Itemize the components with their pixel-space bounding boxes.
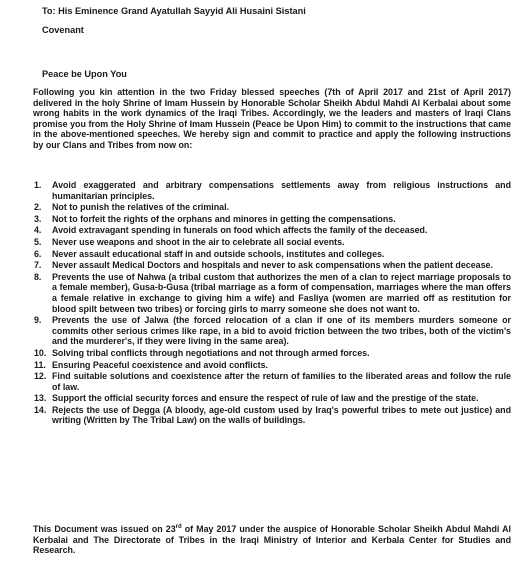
item-number: 11. bbox=[34, 359, 46, 370]
instruction-item bbox=[33, 371, 511, 392]
item-text: Solving tribal conflicts through negotiations and not through armed forces. bbox=[52, 347, 370, 358]
instruction-item bbox=[33, 272, 511, 314]
issuance-paragraph bbox=[33, 524, 511, 556]
item-number: 6. bbox=[34, 248, 42, 259]
addressee-line: To: His Eminence Grand Ayatullah Sayyid Ali Husaini Sistani bbox=[42, 6, 306, 16]
instruction-item bbox=[33, 237, 511, 248]
item-number: 12. bbox=[34, 371, 47, 382]
issuance-text-start: This Document was issued on 23 bbox=[33, 524, 176, 534]
item-text: Support the official security forces and ensure the respect of rule of law and the prestige of the state. bbox=[52, 393, 479, 404]
intro-paragraph: Following you kin attention in the two Friday blessed speeches (7th of April 2017 and 21st of April 2017) delivered in the holy Shrine of Imam Hussein by Honorable Scholar Sheikh Abdul Mahdi Al Kerbalai about some wrong habits in the work dynamics of the Iraqi Tribes. Accordingly, we the leaders and masters of Iraqi Clans promise you from the Holy Shrine of Imam Hussein (Peace be Upon Him) to commit to the instructions that came in the above-mentioned speeches. We hereby sign and commit to practice and apply the following instructions by our Clans and Tribes from now on: bbox=[33, 87, 511, 150]
item-text: Prevents the use of Nahwa (a tribal custom that authorizes the men of a clan to reject marriage proposals to a female member), Gusa-b-Gusa (tribal marriage as a form of compensation, marriages where the man offers a female relative in exchange to giving him a wife) and Fasliya (women are married off as restitution for blood spilt between two tribes) or forcing girls to marry someone she does not want to. bbox=[52, 271, 511, 314]
instruction-item bbox=[33, 260, 511, 271]
item-number: 10. bbox=[34, 347, 47, 358]
issuance-text-end: of May 2017 under the auspice of Honorable Scholar Sheikh Abdul Mahdi Al Kerbalai and The Directorate of Tribes in the Iraqi Ministry of Interior and Kerbala Center for Studies and Research. bbox=[33, 524, 511, 556]
instruction-item bbox=[33, 405, 511, 426]
item-text: Find suitable solutions and coexistence after the return of families to the liberated areas and follow the rule of law. bbox=[52, 371, 511, 392]
item-text: Never use weapons and shoot in the air to celebrate all social events. bbox=[52, 236, 345, 247]
item-text: Never assault educational staff in and outside schools, institutes and colleges. bbox=[52, 248, 385, 259]
ordinal-suffix: rd bbox=[175, 524, 182, 531]
item-number: 3. bbox=[34, 213, 42, 224]
instruction-item bbox=[33, 202, 511, 213]
greeting: Peace be Upon You bbox=[42, 69, 127, 79]
instruction-item bbox=[33, 360, 511, 371]
instruction-item bbox=[33, 393, 511, 404]
item-text: Ensuring Peaceful coexistence and avoid conflicts. bbox=[52, 359, 269, 370]
item-text: Rejects the use of Degga (A bloody, age-old custom used by Iraq's powerful tribes to mete out justice) and writing (Written by The Tribal Law) on the walls of buildings. bbox=[52, 404, 511, 426]
item-number: 5. bbox=[34, 236, 42, 247]
item-number: 2. bbox=[34, 202, 42, 213]
item-text: Not to punish the relatives of the criminal. bbox=[52, 202, 230, 213]
item-number: 14. bbox=[34, 404, 47, 415]
item-text: Never assault Medical Doctors and hospitals and never to ask compensations when the patient decease. bbox=[52, 260, 493, 271]
item-number: 1. bbox=[34, 180, 42, 190]
instruction-item bbox=[33, 225, 511, 236]
instruction-item bbox=[33, 348, 511, 359]
item-text: Avoid exaggerated and arbitrary compensations settlements away from religious instructions and humanitarian principles. bbox=[52, 180, 511, 201]
item-text: Not to forfeit the rights of the orphans and minores in getting the compensations. bbox=[52, 213, 396, 224]
instructions-list bbox=[33, 180, 511, 427]
instruction-item bbox=[33, 249, 511, 260]
item-number: 8. bbox=[34, 271, 42, 282]
instruction-item bbox=[33, 315, 511, 347]
item-number: 13. bbox=[34, 393, 47, 404]
item-number: 9. bbox=[34, 315, 42, 326]
item-text: Avoid extravagant spending in funerals on food which affects the family of the deceased. bbox=[52, 225, 428, 236]
item-number: 4. bbox=[34, 225, 42, 236]
item-number: 7. bbox=[34, 260, 42, 271]
item-text: Prevents the use of Jalwa (the forced relocation of a clan if one of its members murders someone or commits other serious crimes like rape, in a bid to avoid friction between the two tribes, both of the victim's and the murderer's, if they were living in the same area). bbox=[52, 315, 511, 347]
instruction-item bbox=[33, 214, 511, 225]
document-title: Covenant bbox=[42, 25, 84, 35]
instruction-item bbox=[33, 180, 511, 201]
